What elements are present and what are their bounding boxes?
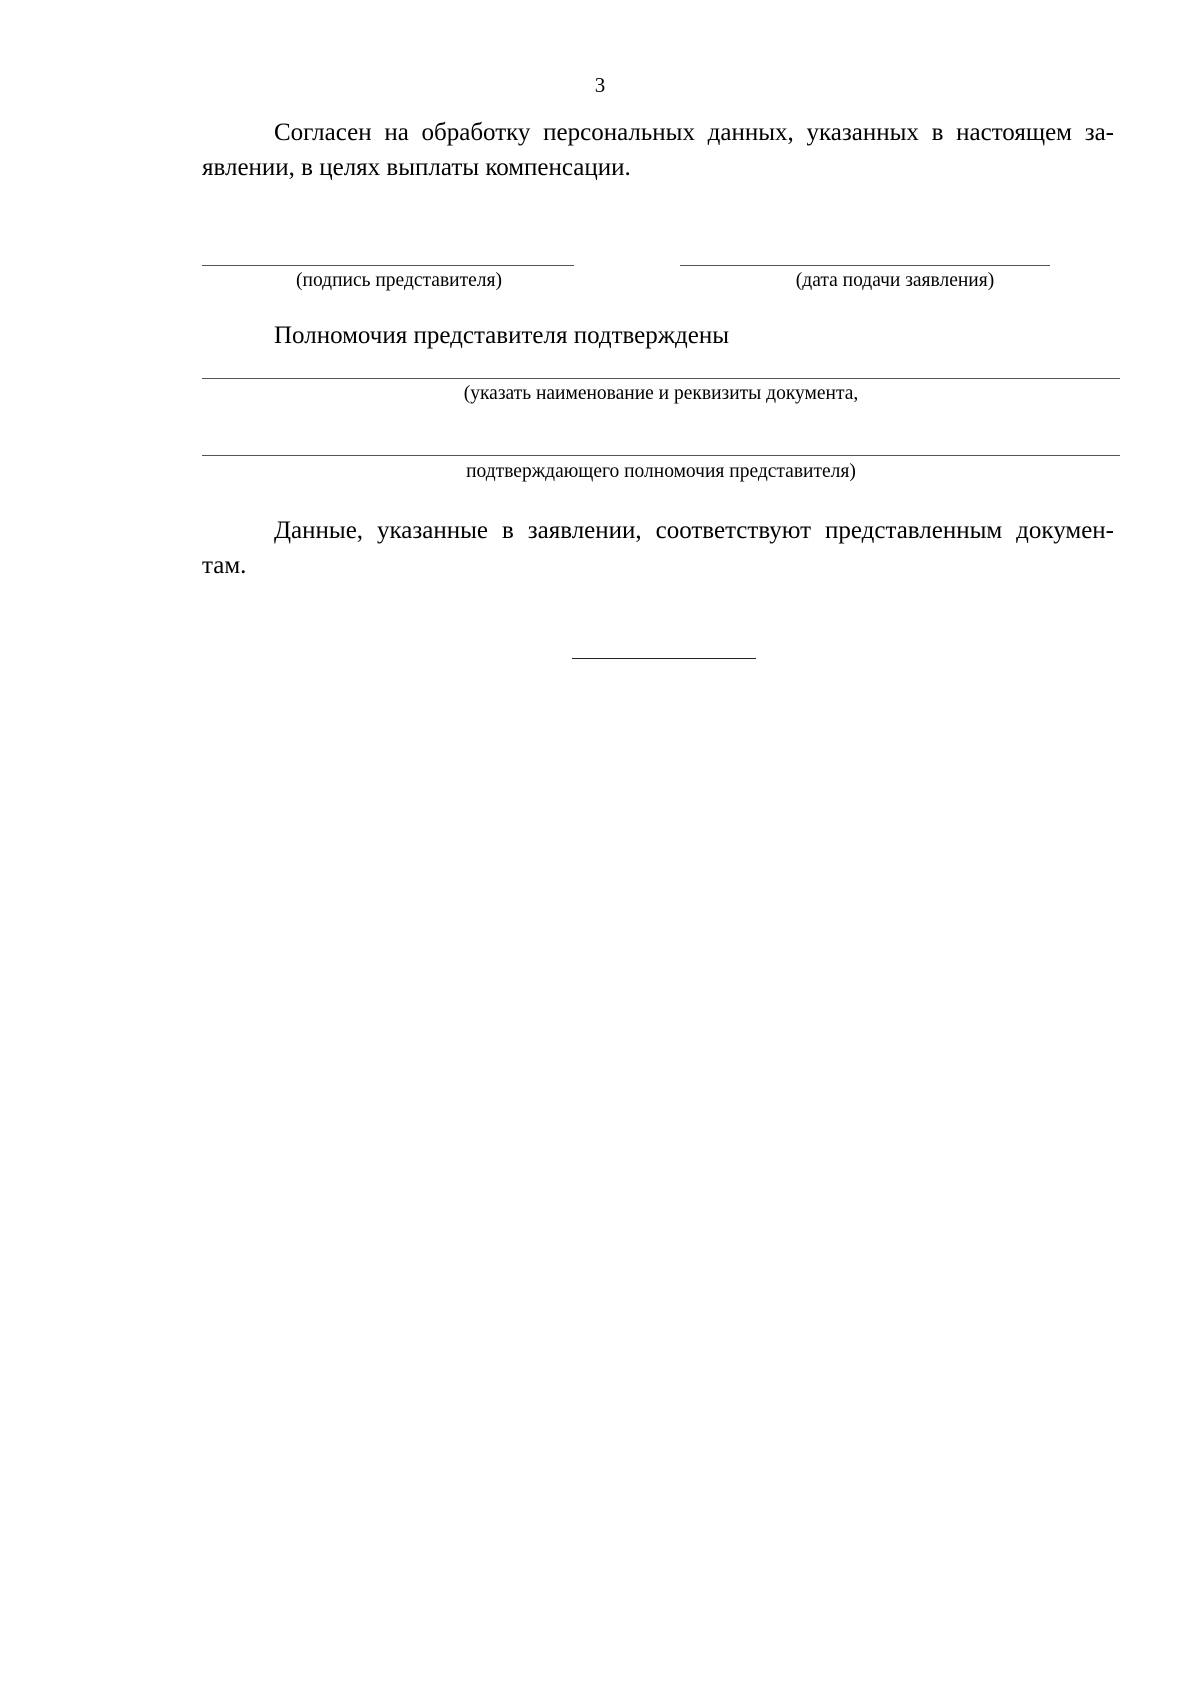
signature-caption: (подпись представителя) xyxy=(296,270,502,291)
consent-line-2: явлении, в целях выплаты компенсации. xyxy=(202,154,631,181)
end-separator-line xyxy=(572,658,756,659)
date-line xyxy=(680,265,1050,266)
document-name-caption: (указать наименование и реквизиты документа, xyxy=(463,383,859,404)
document-details-line xyxy=(202,455,1120,456)
document-name-line xyxy=(202,378,1120,379)
signature-line xyxy=(202,265,574,266)
document-details-caption: подтверждающего полномочия представителя) xyxy=(466,461,856,482)
date-caption: (дата подачи заявления) xyxy=(795,270,995,291)
authority-heading: Полномочия представителя подтверждены xyxy=(274,322,730,349)
page-number: 3 xyxy=(594,73,606,97)
conformity-paragraph xyxy=(202,513,1114,583)
conformity-line-1: Данные, указанные в заявлении, соответствуют представленным докумен- xyxy=(274,517,1114,544)
conformity-line-2: там. xyxy=(202,552,247,579)
consent-line-1: Согласен на обработку персональных данных, указанных в настоящем за- xyxy=(274,119,1114,146)
consent-paragraph xyxy=(202,115,1114,185)
